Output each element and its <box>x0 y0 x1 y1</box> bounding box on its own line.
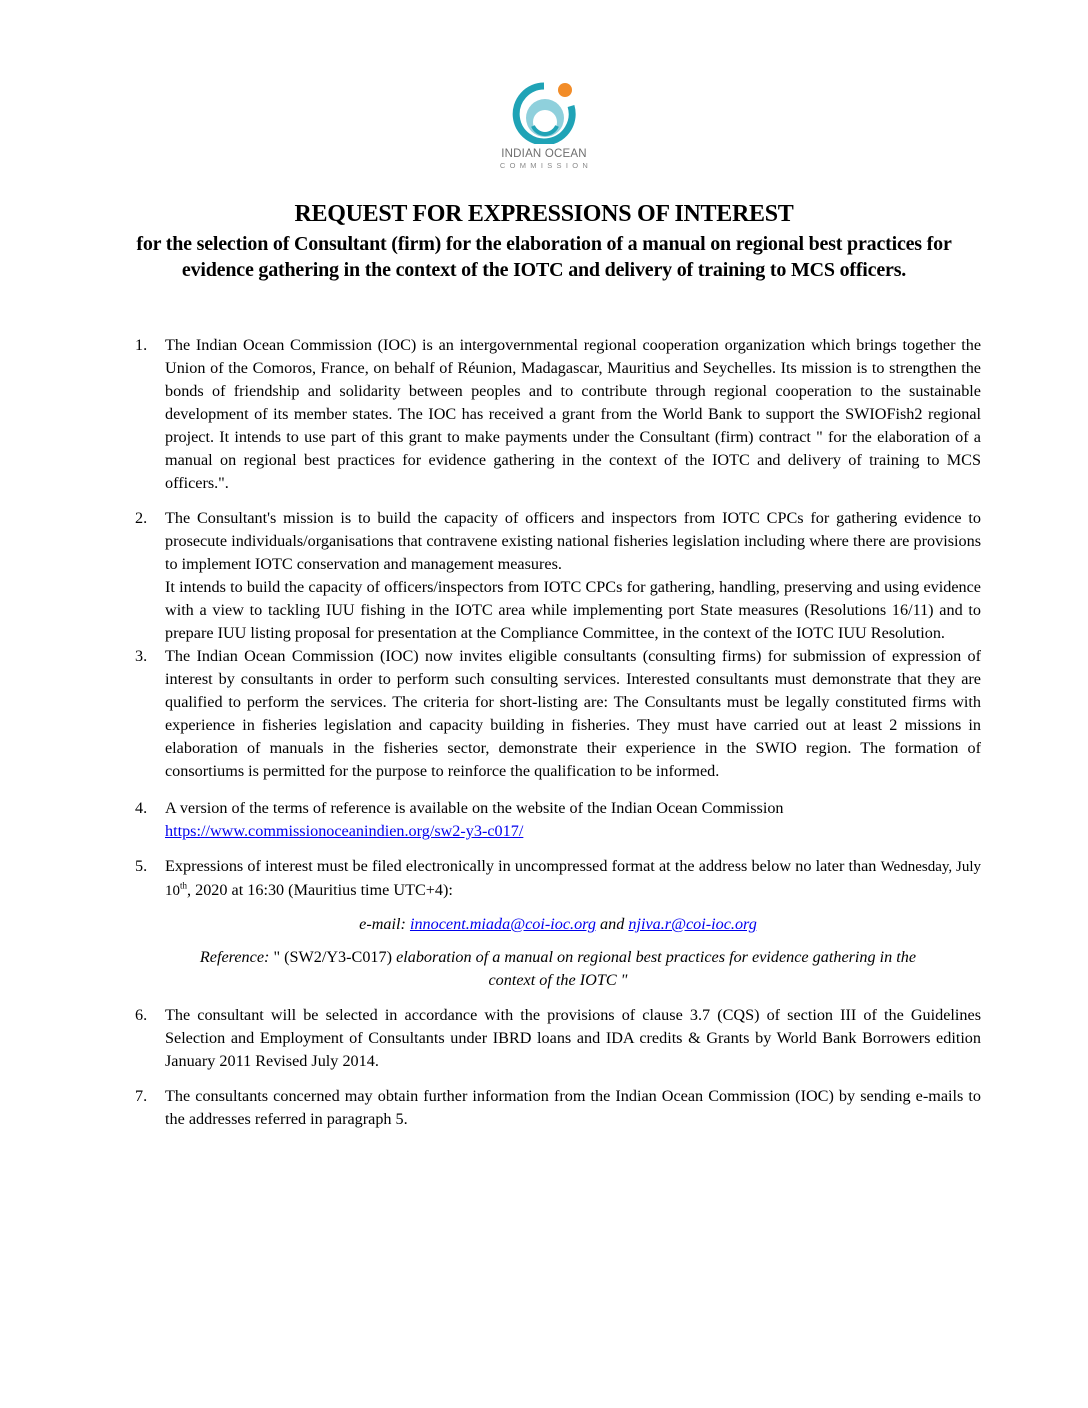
item-text: The Consultant's mission is to build the capacity of officers and inspectors from IOTC CPCs for gathering evidence to prosecute individuals/organisations that contravene existing national fisheries legislation including where there are provisions to implement IOTC conservation and management measures. <box>165 509 981 573</box>
document-subtitle: for the selection of Consultant (firm) for the elaboration of a manual on regional best practices for evidence gathering in the context of the IOTC and delivery of training to MCS officers. <box>136 233 952 281</box>
item-text: The consultants concerned may obtain further information from the Indian Ocean Commission (IOC) by sending e-mails to the addresses referred in paragraph 5. <box>165 1087 981 1128</box>
item-text: The consultant will be selected in accordance with the provisions of clause 3.7 (CQS) of section III of the Guidelines Selection and Employment of Consultants under IBRD loans and IDA credits & Grants by World Bank Borrowers edition January 2011 Revised July 2014. <box>165 1006 981 1070</box>
ioc-logo <box>480 78 608 170</box>
email-link-njiva[interactable]: njiva.r@coi-ioc.org <box>628 915 757 933</box>
list-item-6 <box>135 1004 981 1073</box>
deadline-day: Wednesday, July 10 <box>165 859 982 899</box>
logo-text-line1: INDIAN OCEAN <box>501 148 587 160</box>
list-item-7 <box>135 1085 981 1131</box>
item-text-continued: It intends to build the capacity of officers/inspectors from IOTC CPCs for gathering, handling, preserving and using evidence with a view to tackling IUU fishing in the IOTC area while implementing port State measures (Resolutions 16/11) and to prepare IUU listing proposal for presentation at the Compliance Committee, in the context of the IOTC IUU Resolution. <box>165 578 981 642</box>
terms-of-reference-link[interactable]: https://www.commissionoceanindien.org/sw2-y3-c017/ <box>165 822 524 840</box>
reference-label: Reference: <box>199 948 270 966</box>
list-item-3 <box>135 645 981 783</box>
numbered-list <box>135 334 981 1131</box>
item-text <box>165 797 981 843</box>
list-item-4 <box>135 797 981 843</box>
document-title: REQUEST FOR EXPRESSIONS OF INTEREST <box>294 201 794 227</box>
email-and: and <box>600 915 625 933</box>
logo-text-line2: COMMISSION <box>499 161 593 170</box>
item-text-body: Expressions of interest must be filed electronically in uncompressed format at the address below no later than <box>165 857 877 875</box>
item-number: 7. <box>135 1087 148 1105</box>
list-item-1 <box>135 334 981 495</box>
reference-line <box>135 946 981 992</box>
item-text: The Indian Ocean Commission (IOC) is an intergovernmental regional cooperation organization which brings together the Union of the Comoros, France, on behalf of Réunion, Madagascar, Mauritius and Seychelles. Its mission is to strengthen the bonds of friendship and solidarity between peoples and to contribute through regional cooperation to the sustainable development of its member states. The IOC has received a grant from the World Bank to support the SWIOFish2 regional project. It intends to use part of this grant to make payments under the Consultant (firm) contract " for the elaboration of a manual on regional best practices for evidence gathering in the context of the IOTC and delivery of training to MCS officers.". <box>165 336 981 492</box>
item-number: 2. <box>135 509 148 527</box>
deadline-rest: , 2020 at 16:30 (Mauritius time UTC+4): <box>187 881 453 899</box>
item-number: 3. <box>135 647 148 665</box>
item-text-body: A version of the terms of reference is available on the website of the Indian Ocean Commission <box>165 799 784 817</box>
item-number: 5. <box>135 857 148 875</box>
list-item-5 <box>135 855 981 992</box>
list-item-2 <box>135 507 981 645</box>
item-number: 1. <box>135 336 148 354</box>
email-line <box>135 913 981 936</box>
item-number: 6. <box>135 1006 148 1024</box>
reference-text: elaboration of a manual on regional best practices for evidence gathering in the context of the IOTC " <box>396 948 917 989</box>
item-text <box>165 855 981 903</box>
email-label: e-mail: <box>359 915 406 933</box>
deadline-suffix: th <box>180 880 188 891</box>
reference-code: " (SW2/Y3-C017) <box>269 948 393 966</box>
item-text: The Indian Ocean Commission (IOC) now invites eligible consultants (consulting firms) for submission of expression of interest by consultants in order to perform such consulting services. Interested consultants must demonstrate that they are qualified to perform the services. The criteria for short-listing are: The Consultants must be legally constituted firms with experience in fisheries legislation and capacity building in fisheries. They must have carried out at least 2 missions in elaboration of manuals in the fisheries sector, demonstrate their experience in the SWIO region. The formation of consortiums is permitted for the purpose to reinforce the qualification to be informed. <box>165 647 981 780</box>
item-number: 4. <box>135 799 148 817</box>
ioc-logo-icon <box>509 78 579 144</box>
email-link-innocent[interactable]: innocent.miada@coi-ioc.org <box>409 915 596 933</box>
